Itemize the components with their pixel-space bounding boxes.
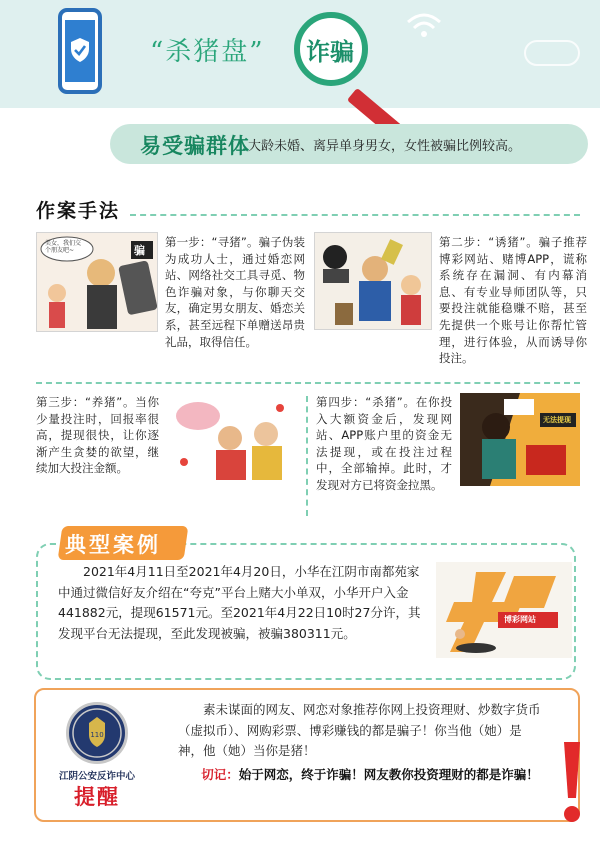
step3-illustration: [168, 394, 298, 484]
step1-text: 第一步：“寻猪”。骗子伪装为成功人士，通过婚恋网站、网络社交工具寻觅、物色诈骗对象，与你聊天交友，确定男女朋友、婚恋关系，甚至远程下单赠送昂贵礼品，取得信任。: [165, 235, 305, 349]
methods-title: 作案手法: [36, 200, 121, 222]
step3-text: 第三步：“养猪”。当你少量投注时，回报率很高，提现很快，让你逐渐产生贪婪的欲望，继续加大投注金额。: [36, 395, 159, 476]
step2-text: 第二步：“诱猪”。骗子推荐博彩网站、赌博APP，谎称系统存在漏洞、有内幕消息、有专业导师团队等，只要投注就能稳赚不赔，甚至先提供一个账号让你帮忙管理，进行体验，从而诱导你投注。: [439, 235, 587, 366]
title-emphasis: 诈骗: [306, 38, 354, 66]
steps-divider-vertical: [306, 396, 308, 516]
exclamation-icon: [552, 738, 592, 828]
step1-tag: 骗: [134, 244, 145, 257]
target-group-description: 大龄未婚、离异单身男女，女性被骗比例较高。: [248, 139, 522, 154]
reminder-org: 江阴公安反诈中心: [58, 771, 135, 782]
steps-divider-horizontal: [36, 382, 580, 384]
step4-sign: 无法提现: [543, 416, 571, 424]
reminder-warning-lead: 切记：: [201, 767, 239, 782]
reminder-text: 素未谋面的网友、网恋对象推荐你网上投资理财、炒数字货币（虚拟币）、网购彩票、博彩赚钱的都是骗子！你当他（她）是神，他（她）当你是猪！: [178, 702, 541, 758]
step4-illustration: [460, 393, 580, 486]
target-group-label: 易受骗群体: [140, 134, 250, 158]
police-badge-number: 110: [90, 731, 104, 739]
wifi-icon: [404, 10, 444, 40]
chat-bubble-decoration: [524, 40, 580, 66]
case-title: 典型案例: [65, 533, 161, 557]
reminder-warning-body: 始于网恋，终于诈骗！网友教你投资理财的都是诈骗！: [238, 767, 539, 782]
step4-text: 第四步：“杀猪”。在你投入大额资金后，发现网站、APP账户里的资金无法提现，或在投注过程中，全部输掉。此时，才发现对方已将资金拉黑。: [316, 395, 452, 492]
step2-illustration: [314, 232, 432, 330]
title-quoted: “杀猪盘”: [150, 37, 265, 67]
reminder-label: 提醒: [74, 785, 120, 809]
methods-divider: [130, 214, 580, 216]
case-image-label: 博彩网站: [504, 615, 536, 624]
phone-shield-icon: [58, 8, 102, 94]
case-text: 2021年4月11日至2021年4月20日，小华在江阴市南都苑家中通过微信好友介绍在“夸克”平台上赌大小单双，小华开户入金441882元，提现61571元。至2021年4月22日10时27分许，其发现平台无法提现，至此发现被骗，被骗380311元。: [58, 564, 421, 641]
case-illustration: [436, 562, 572, 658]
step1-speech-bubble: 美女，我们交个朋友吧~: [45, 240, 82, 254]
police-badge-icon: [66, 702, 128, 764]
reminder-warning: [180, 765, 550, 786]
